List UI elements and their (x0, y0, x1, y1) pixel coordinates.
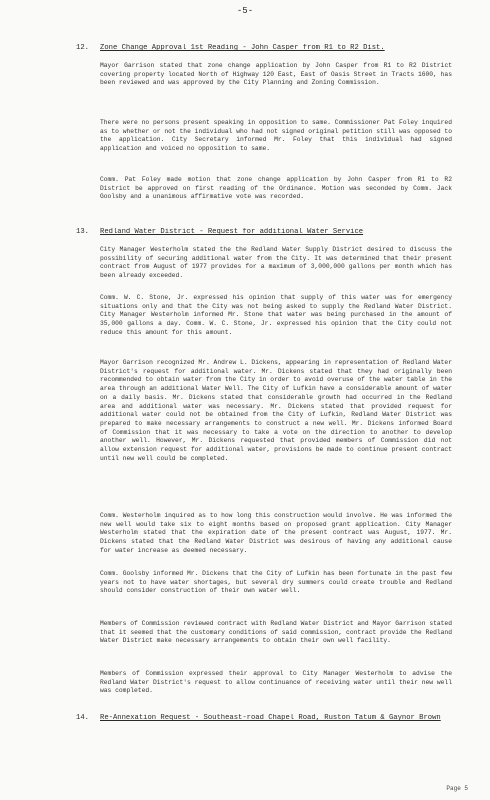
page-number: -5- (236, 6, 254, 16)
footer-page-mark: Page 5 (446, 785, 468, 792)
paragraph: Members of Commission reviewed contract with Redland Water District and Mayor Garrison stated that it seemed that the customary conditions of said commission, contract provide the Redland Water District make necessary arrangements to obtain their own well facility. (100, 620, 452, 645)
paragraph: Comm. Pat Foley made motion that zone change application by John Casper from R1 to R2 District be approved on first reading of the Ordinance. Motion was seconded by Comm. Jack Goolsby and a unanimous affirmative vote was recorded. (100, 176, 452, 201)
section-number: 13. (76, 228, 89, 236)
section-heading: Zone Change Approval 1st Reading - John Casper from R1 to R2 Dist. (100, 44, 385, 52)
paragraph: Members of Commission expressed their approval to City Manager Westerholm to advise the Redland Water District's request to allow continuance of receiving water until their new well was completed. (100, 670, 452, 695)
paragraph: There were no persons present speaking in opposition to same. Commissioner Pat Foley inquired as to whether or not the individual who had not signed original petition still was opposed to the application. City Secretary informed Mr. Foley that this individual had signed application and voiced no opposition to same. (100, 119, 452, 153)
paragraph: City Manager Westerholm stated the the Redland Water Supply District desired to discuss the possibility of securing additional water from the City. It was determined that their present contract from August of 1977 provides for a maximum of 3,000,000 gallons per month which has been already exceeded. (100, 246, 452, 280)
section-heading: Re-Annexation Request - Southeast-road Chapel Road, Ruston Tatum & Gaynor Brown (100, 714, 441, 722)
paragraph: Comm. W. C. Stone, Jr. expressed his opinion that supply of this water was for emergency situations only and that the City was not being asked to supply the Redland Water District. City Manager Westerholm informed Mr. Stone that water was being purchased in the amount of 35,000 gallons a day. Comm. W. C. Stone, Jr. expressed his opinion that the City could not reduce this amount for this amount. (100, 294, 452, 336)
paragraph: Comm. Goolsby informed Mr. Dickens that the City of Lufkin has been fortunate in the past few years not to have water shortages, but several dry summers could create trouble and Redland should consider construction of their own water well. (100, 570, 452, 595)
section-number: 12. (76, 44, 89, 52)
paragraph: Mayor Garrison recognized Mr. Andrew L. Dickens, appearing in representation of Redland Water District's request for additional water. Mr. Dickens stated that they had originally been recommended to obtain water from the City in order to avoid overuse of the water table in the area through an additional Water Well. The City of Lufkin have a considerable amount of water on a daily basis. Mr. Dickens stated that considerable growth had occurred in the Redland area and additional water was necessary. Mr. Dickens stated that provided request for additional water could not be obtained from the City of Lufkin, Redland Water District was prepared to make necessary arrangements to construct a new well. Mr. Dickens informed Board of Commission that it was necessary to take a vote on the direction to another to develop another well. However, Mr. Dickens requested that provided members of Commission did not allow extension request for additional water, provisions be made to continue present contract until new well could be completed. (100, 359, 452, 462)
paragraph: Comm. Westerholm inquired as to how long this construction would involve. He was informed the new well would take six to eight months based on proposed grant application. City Manager Westerholm stated that the expiration date of the present contract was August, 1977. Mr. Dickens stated that the Redland Water District was desirous of having any additional cause for water increase as deemed necessary. (100, 512, 452, 554)
paragraph: Mayor Garrison stated that zone change application by John Casper from R1 to R2 District covering property located North of Highway 120 East, East of Oasis Street in Tracts 1600, has been reviewed and was approved by the City Planning and Zoning Commission. (100, 62, 452, 87)
section-number: 14. (76, 714, 89, 722)
section-heading: Redland Water District - Request for additional Water Service (100, 228, 364, 236)
